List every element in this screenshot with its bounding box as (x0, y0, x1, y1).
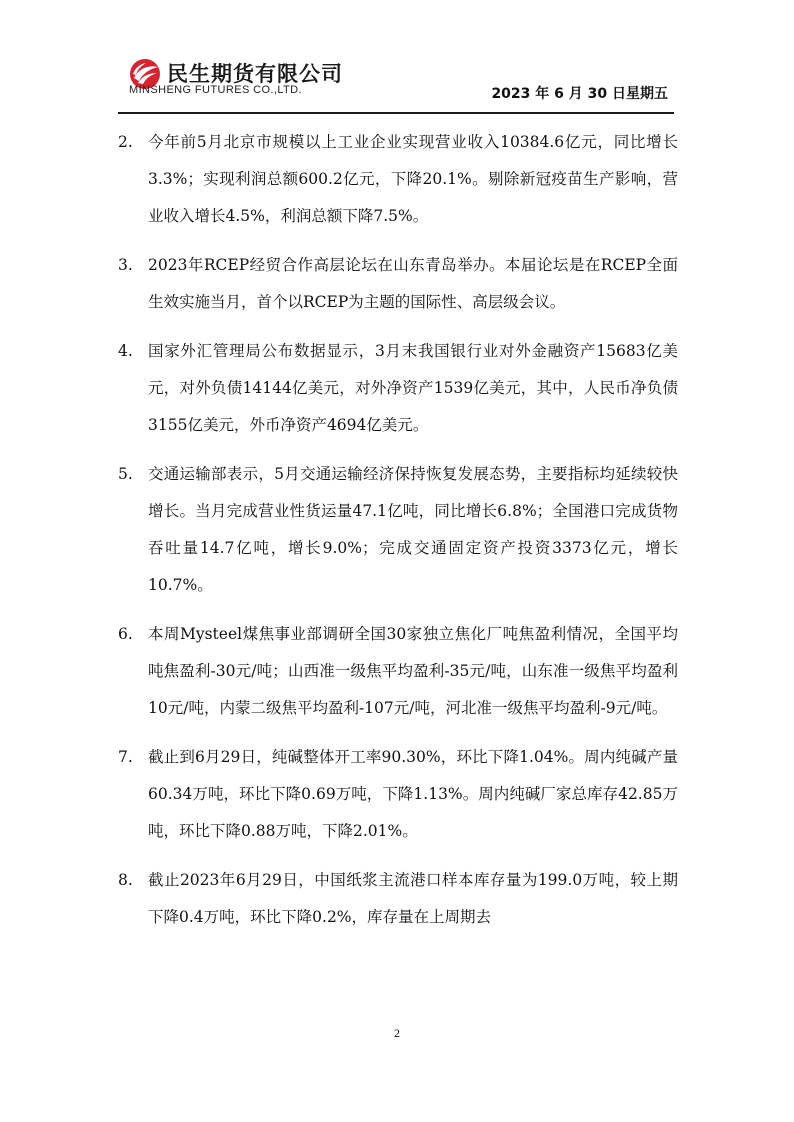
item-number: 8. (118, 871, 133, 889)
news-item (118, 124, 678, 235)
news-item (118, 247, 678, 321)
page-number: 2 (394, 1026, 400, 1040)
logo-english-name: MINSHENG FUTURES CO.,LTD. (129, 84, 302, 96)
company-logo (127, 56, 367, 100)
report-date: 2023 年 6 月 30 日星期五 (491, 86, 668, 102)
item-number: 5. (118, 465, 133, 483)
header-divider (118, 112, 674, 114)
news-list (118, 124, 678, 948)
item-number: 6. (118, 625, 133, 643)
item-number: 4. (118, 342, 133, 360)
news-item (118, 333, 678, 444)
news-item (118, 739, 678, 850)
item-number: 3. (118, 256, 133, 274)
news-item (118, 616, 678, 727)
item-text: 截止到6月29日，纯碱整体开工率90.30%，环比下降1.04%。周内纯碱产量60.34万吨，环比下降0.69万吨，下降1.13%。周内纯碱厂家总库存42.85万吨，环比下降0.88万吨，下降2.01%。 (148, 748, 678, 840)
item-text: 今年前5月北京市规模以上工业企业实现营业收入10384.6亿元，同比增长3.3%；实现利润总额600.2亿元，下降20.1%。剔除新冠疫苗生产影响，营业收入增长4.5%，利润总额下降7.5%。 (148, 133, 678, 225)
item-text: 本周Mysteel煤焦事业部调研全国30家独立焦化厂吨焦盈利情况，全国平均吨焦盈利-30元/吨；山西准一级焦平均盈利-35元/吨，山东准一级焦平均盈利10元/吨，内蒙二级焦平均盈利-107元/吨，河北准一级焦平均盈利-9元/吨。 (148, 625, 678, 717)
logo-chinese-name: 民生期货有限公司 (167, 62, 343, 86)
news-item (118, 456, 678, 604)
item-number: 2. (118, 133, 133, 151)
item-number: 7. (118, 748, 133, 766)
news-item (118, 862, 678, 936)
item-text: 交通运输部表示，5月交通运输经济保持恢复发展态势，主要指标均延续较快增长。当月完成营业性货运量47.1亿吨，同比增长6.8%；全国港口完成货物吞吐量14.7亿吨，增长9.0%；完成交通固定资产投资3373亿元，增长10.7%。 (148, 465, 678, 594)
page-header (0, 0, 794, 118)
item-text: 国家外汇管理局公布数据显示，3月末我国银行业对外金融资产15683亿美元，对外负债14144亿美元，对外净资产1539亿美元，其中，人民币净负债3155亿美元，外币净资产4694亿美元。 (148, 342, 678, 434)
item-text: 截止2023年6月29日，中国纸浆主流港口样本库存量为199.0万吨，较上期下降0.4万吨，环比下降0.2%，库存量在上周期去 (148, 871, 678, 926)
item-text: 2023年RCEP经贸合作高层论坛在山东青岛举办。本届论坛是在RCEP全面生效实施当月，首个以RCEP为主题的国际性、高层级会议。 (148, 256, 678, 311)
